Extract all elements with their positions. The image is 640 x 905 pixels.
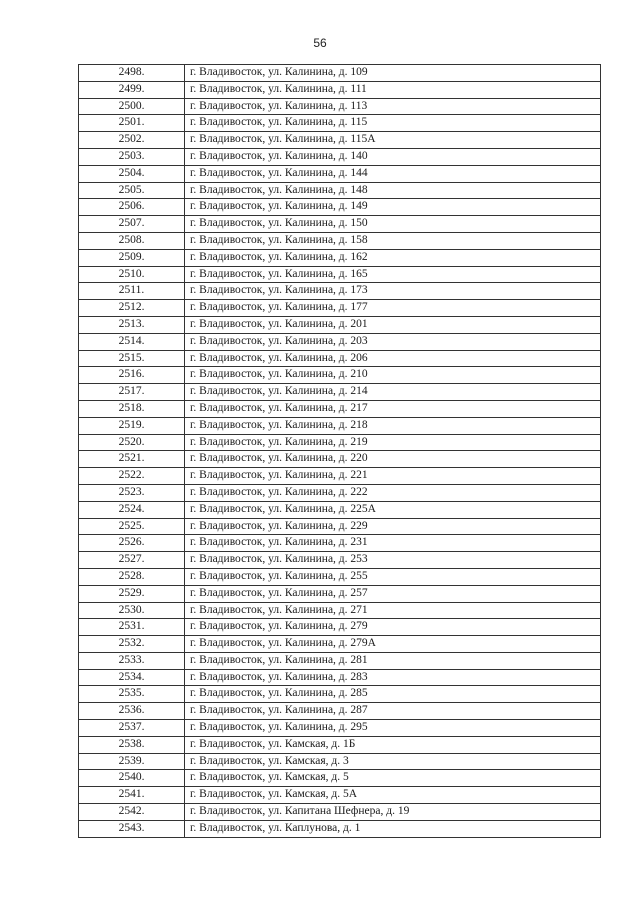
row-number: 2524. — [79, 501, 185, 518]
row-address: г. Владивосток, ул. Калинина, д. 148 — [185, 182, 601, 199]
row-number: 2537. — [79, 720, 185, 737]
table-row — [79, 787, 601, 804]
table-row — [79, 98, 601, 115]
table-row — [79, 518, 601, 535]
table-row — [79, 81, 601, 98]
table-row — [79, 165, 601, 182]
table-row — [79, 736, 601, 753]
row-number: 2509. — [79, 249, 185, 266]
table-row — [79, 652, 601, 669]
row-number: 2515. — [79, 350, 185, 367]
row-number: 2521. — [79, 451, 185, 468]
row-address: г. Владивосток, ул. Калинина, д. 144 — [185, 165, 601, 182]
row-address: г. Владивосток, ул. Калинина, д. 113 — [185, 98, 601, 115]
row-address: г. Владивосток, ул. Калинина, д. 217 — [185, 400, 601, 417]
table-row — [79, 350, 601, 367]
table-row — [79, 232, 601, 249]
table-row — [79, 400, 601, 417]
row-number: 2500. — [79, 98, 185, 115]
table-row — [79, 148, 601, 165]
row-number: 2527. — [79, 552, 185, 569]
row-address: г. Владивосток, ул. Калинина, д. 214 — [185, 384, 601, 401]
row-address: г. Владивосток, ул. Калинина, д. 162 — [185, 249, 601, 266]
table-row — [79, 65, 601, 82]
table-row — [79, 636, 601, 653]
table-row — [79, 468, 601, 485]
row-address: г. Владивосток, ул. Калинина, д. 255 — [185, 568, 601, 585]
row-number: 2507. — [79, 216, 185, 233]
table-row — [79, 720, 601, 737]
row-address: г. Владивосток, ул. Камская, д. 3 — [185, 753, 601, 770]
row-address: г. Владивосток, ул. Калинина, д. 219 — [185, 434, 601, 451]
table-row — [79, 434, 601, 451]
table-row — [79, 333, 601, 350]
row-number: 2535. — [79, 686, 185, 703]
table-row — [79, 199, 601, 216]
row-address: г. Владивосток, ул. Калинина, д. 201 — [185, 316, 601, 333]
row-address: г. Владивосток, ул. Калинина, д. 115А — [185, 132, 601, 149]
table-row — [79, 568, 601, 585]
row-number: 2510. — [79, 266, 185, 283]
row-address: г. Владивосток, ул. Калинина, д. 253 — [185, 552, 601, 569]
table-row — [79, 770, 601, 787]
row-address: г. Владивосток, ул. Калинина, д. 206 — [185, 350, 601, 367]
row-number: 2541. — [79, 787, 185, 804]
table-row — [79, 619, 601, 636]
table-row — [79, 115, 601, 132]
row-number: 2508. — [79, 232, 185, 249]
table-row — [79, 501, 601, 518]
row-number: 2513. — [79, 316, 185, 333]
row-number: 2532. — [79, 636, 185, 653]
row-number: 2517. — [79, 384, 185, 401]
table-row — [79, 484, 601, 501]
row-address: г. Владивосток, ул. Калинина, д. 210 — [185, 367, 601, 384]
row-address: г. Владивосток, ул. Калинина, д. 220 — [185, 451, 601, 468]
row-number: 2516. — [79, 367, 185, 384]
table-row — [79, 300, 601, 317]
row-address: г. Владивосток, ул. Капитана Шефнера, д. 19 — [185, 804, 601, 821]
row-address: г. Владивосток, ул. Калинина, д. 158 — [185, 232, 601, 249]
row-number: 2505. — [79, 182, 185, 199]
table-row — [79, 316, 601, 333]
row-address: г. Владивосток, ул. Калинина, д. 229 — [185, 518, 601, 535]
address-table — [78, 64, 601, 838]
row-address: г. Владивосток, ул. Калинина, д. 231 — [185, 535, 601, 552]
row-address: г. Владивосток, ул. Калинина, д. 149 — [185, 199, 601, 216]
row-number: 2514. — [79, 333, 185, 350]
row-number: 2525. — [79, 518, 185, 535]
row-address: г. Владивосток, ул. Калинина, д. 111 — [185, 81, 601, 98]
table-row — [79, 182, 601, 199]
row-number: 2539. — [79, 753, 185, 770]
row-number: 2503. — [79, 148, 185, 165]
table-row — [79, 820, 601, 837]
table-row — [79, 216, 601, 233]
row-number: 2519. — [79, 417, 185, 434]
row-address: г. Владивосток, ул. Камская, д. 5 — [185, 770, 601, 787]
row-number: 2506. — [79, 199, 185, 216]
table-row — [79, 804, 601, 821]
row-number: 2542. — [79, 804, 185, 821]
table-row — [79, 585, 601, 602]
row-address: г. Владивосток, ул. Калинина, д. 271 — [185, 602, 601, 619]
row-address: г. Владивосток, ул. Калинина, д. 109 — [185, 65, 601, 82]
table-row — [79, 417, 601, 434]
address-table-body — [79, 65, 601, 838]
row-number: 2530. — [79, 602, 185, 619]
row-address: г. Владивосток, ул. Калинина, д. 177 — [185, 300, 601, 317]
row-number: 2534. — [79, 669, 185, 686]
row-number: 2531. — [79, 619, 185, 636]
row-address: г. Владивосток, ул. Каплунова, д. 1 — [185, 820, 601, 837]
row-number: 2533. — [79, 652, 185, 669]
row-address: г. Владивосток, ул. Камская, д. 1Б — [185, 736, 601, 753]
row-number: 2520. — [79, 434, 185, 451]
row-address: г. Владивосток, ул. Калинина, д. 295 — [185, 720, 601, 737]
table-row — [79, 669, 601, 686]
row-number: 2501. — [79, 115, 185, 132]
table-row — [79, 686, 601, 703]
row-number: 2511. — [79, 283, 185, 300]
row-address: г. Владивосток, ул. Калинина, д. 150 — [185, 216, 601, 233]
row-address: г. Владивосток, ул. Калинина, д. 203 — [185, 333, 601, 350]
row-address: г. Владивосток, ул. Калинина, д. 287 — [185, 703, 601, 720]
page-number: 56 — [313, 36, 327, 50]
table-row — [79, 552, 601, 569]
row-address: г. Владивосток, ул. Калинина, д. 225А — [185, 501, 601, 518]
table-row — [79, 384, 601, 401]
table-row — [79, 703, 601, 720]
row-number: 2518. — [79, 400, 185, 417]
table-row — [79, 451, 601, 468]
row-number: 2499. — [79, 81, 185, 98]
row-number: 2526. — [79, 535, 185, 552]
row-number: 2502. — [79, 132, 185, 149]
row-address: г. Владивосток, ул. Калинина, д. 218 — [185, 417, 601, 434]
row-number: 2540. — [79, 770, 185, 787]
row-address: г. Владивосток, ул. Калинина, д. 283 — [185, 669, 601, 686]
row-address: г. Владивосток, ул. Калинина, д. 165 — [185, 266, 601, 283]
row-address: г. Владивосток, ул. Калинина, д. 222 — [185, 484, 601, 501]
row-address: г. Владивосток, ул. Калинина, д. 279А — [185, 636, 601, 653]
row-number: 2543. — [79, 820, 185, 837]
table-row — [79, 535, 601, 552]
row-number: 2504. — [79, 165, 185, 182]
table-row — [79, 283, 601, 300]
table-row — [79, 602, 601, 619]
row-number: 2523. — [79, 484, 185, 501]
row-address: г. Владивосток, ул. Калинина, д. 285 — [185, 686, 601, 703]
row-address: г. Владивосток, ул. Калинина, д. 115 — [185, 115, 601, 132]
row-address: г. Владивосток, ул. Калинина, д. 140 — [185, 148, 601, 165]
row-number: 2498. — [79, 65, 185, 82]
row-address: г. Владивосток, ул. Калинина, д. 281 — [185, 652, 601, 669]
row-address: г. Владивосток, ул. Камская, д. 5А — [185, 787, 601, 804]
table-row — [79, 249, 601, 266]
table-row — [79, 753, 601, 770]
row-number: 2522. — [79, 468, 185, 485]
row-address: г. Владивосток, ул. Калинина, д. 279 — [185, 619, 601, 636]
table-row — [79, 367, 601, 384]
row-address: г. Владивосток, ул. Калинина, д. 173 — [185, 283, 601, 300]
table-row — [79, 266, 601, 283]
row-number: 2538. — [79, 736, 185, 753]
table-row — [79, 132, 601, 149]
row-address: г. Владивосток, ул. Калинина, д. 257 — [185, 585, 601, 602]
row-number: 2536. — [79, 703, 185, 720]
row-number: 2512. — [79, 300, 185, 317]
row-number: 2529. — [79, 585, 185, 602]
row-number: 2528. — [79, 568, 185, 585]
row-address: г. Владивосток, ул. Калинина, д. 221 — [185, 468, 601, 485]
